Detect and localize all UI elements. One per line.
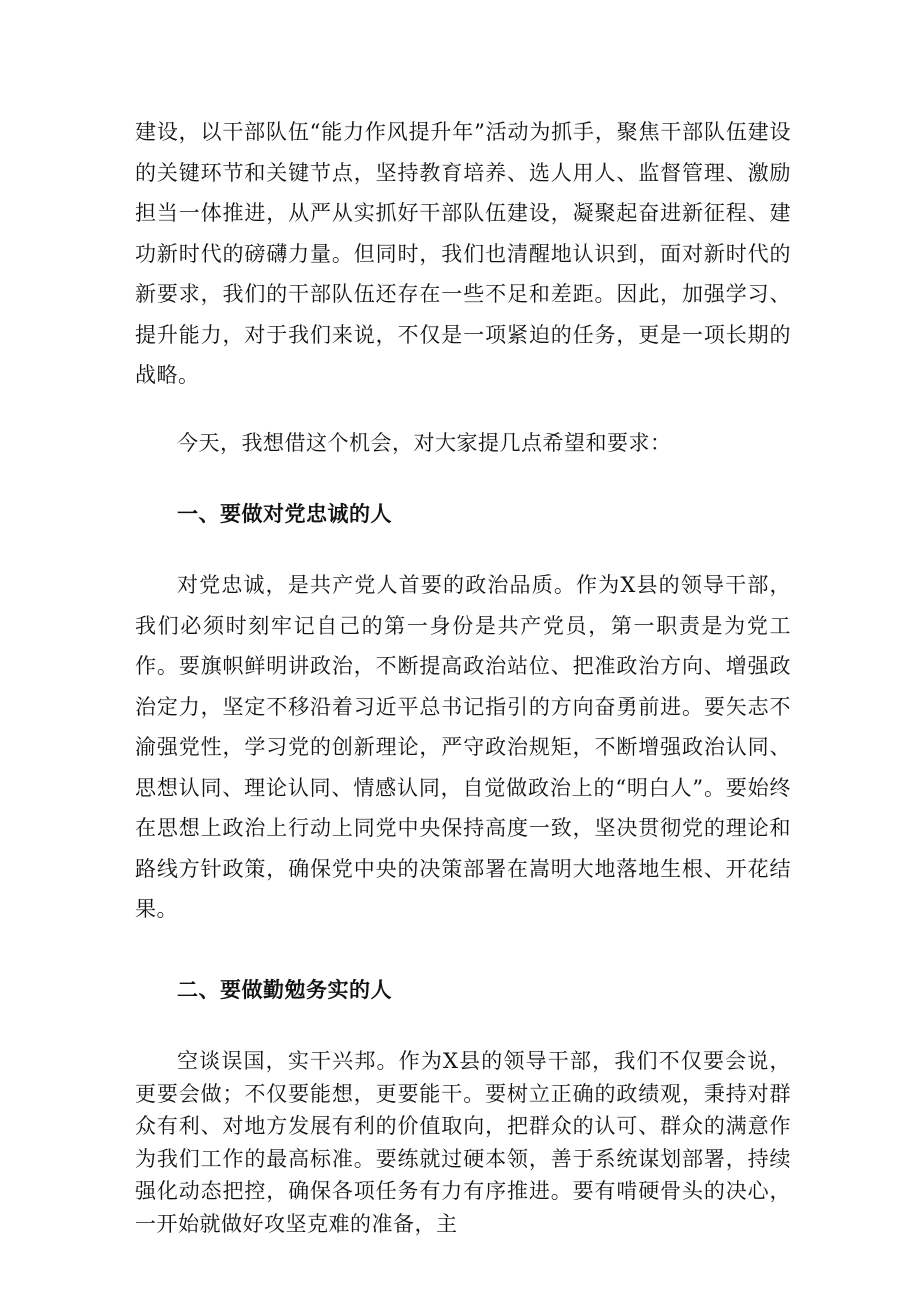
heading-diligent-practical: 二、要做勤勉务实的人	[177, 977, 392, 1002]
heading-loyal-to-party: 一、要做对党忠诚的人	[177, 501, 392, 526]
paragraph-loyalty: 对党忠诚，是共产党人首要的政治品质。作为X县的领导干部，我们必须时刻牢记自己的第一身份是共产党员，第一职责是为党工作。要旗帜鲜明讲政治，不断提高政治站位、把准政治方向、增强政治定力，坚定不移沿着习近平总书记指引的方向奋勇前进。要矢志不渝强党性，学习党的创新理论，严守政治规矩，不断增强政治认同、思想认同、理论认同、情感认同，自觉做政治上的“明白人”。要始终在思想上政治上行动上同党中央保持高度一致，坚决贯彻党的理论和路线方针政策，确保党中央的决策部署在嵩明大地落地生根、开花结果。	[135, 573, 791, 921]
paragraph-diligence: 空谈误国，实干兴邦。作为X县的领导干部，我们不仅要会说，更要会做；不仅要能想，更要能干。要树立正确的政绩观，秉持对群众有利、对地方发展有利的价值取向，把群众的认可、群众的满意作为我们工作的最高标准。要练就过硬本领，善于系统谋划部署，持续强化动态把控，确保各项任务有力有序推进。要有啃硬骨头的决心，一开始就做好攻坚克难的准备，主	[135, 1049, 791, 1236]
paragraph-intro: 建设，以干部队伍“能力作风提升年”活动为抓手，聚焦干部队伍建设的关键环节和关键节点，坚持教育培养、选人用人、监督管理、激励担当一体推进，从严从实抓好干部队伍建设，凝聚起奋进新征程、建功新时代的磅礴力量。但同时，我们也清醒地认识到，面对新时代的新要求，我们的干部队伍还存在一些不足和差距。因此，加强学习、提升能力，对于我们来说，不仅是一项紧迫的任务，更是一项长期的战略。	[135, 120, 791, 387]
paragraph-hopes: 今天，我想借这个机会，对大家提几点希望和要求：	[177, 431, 672, 455]
